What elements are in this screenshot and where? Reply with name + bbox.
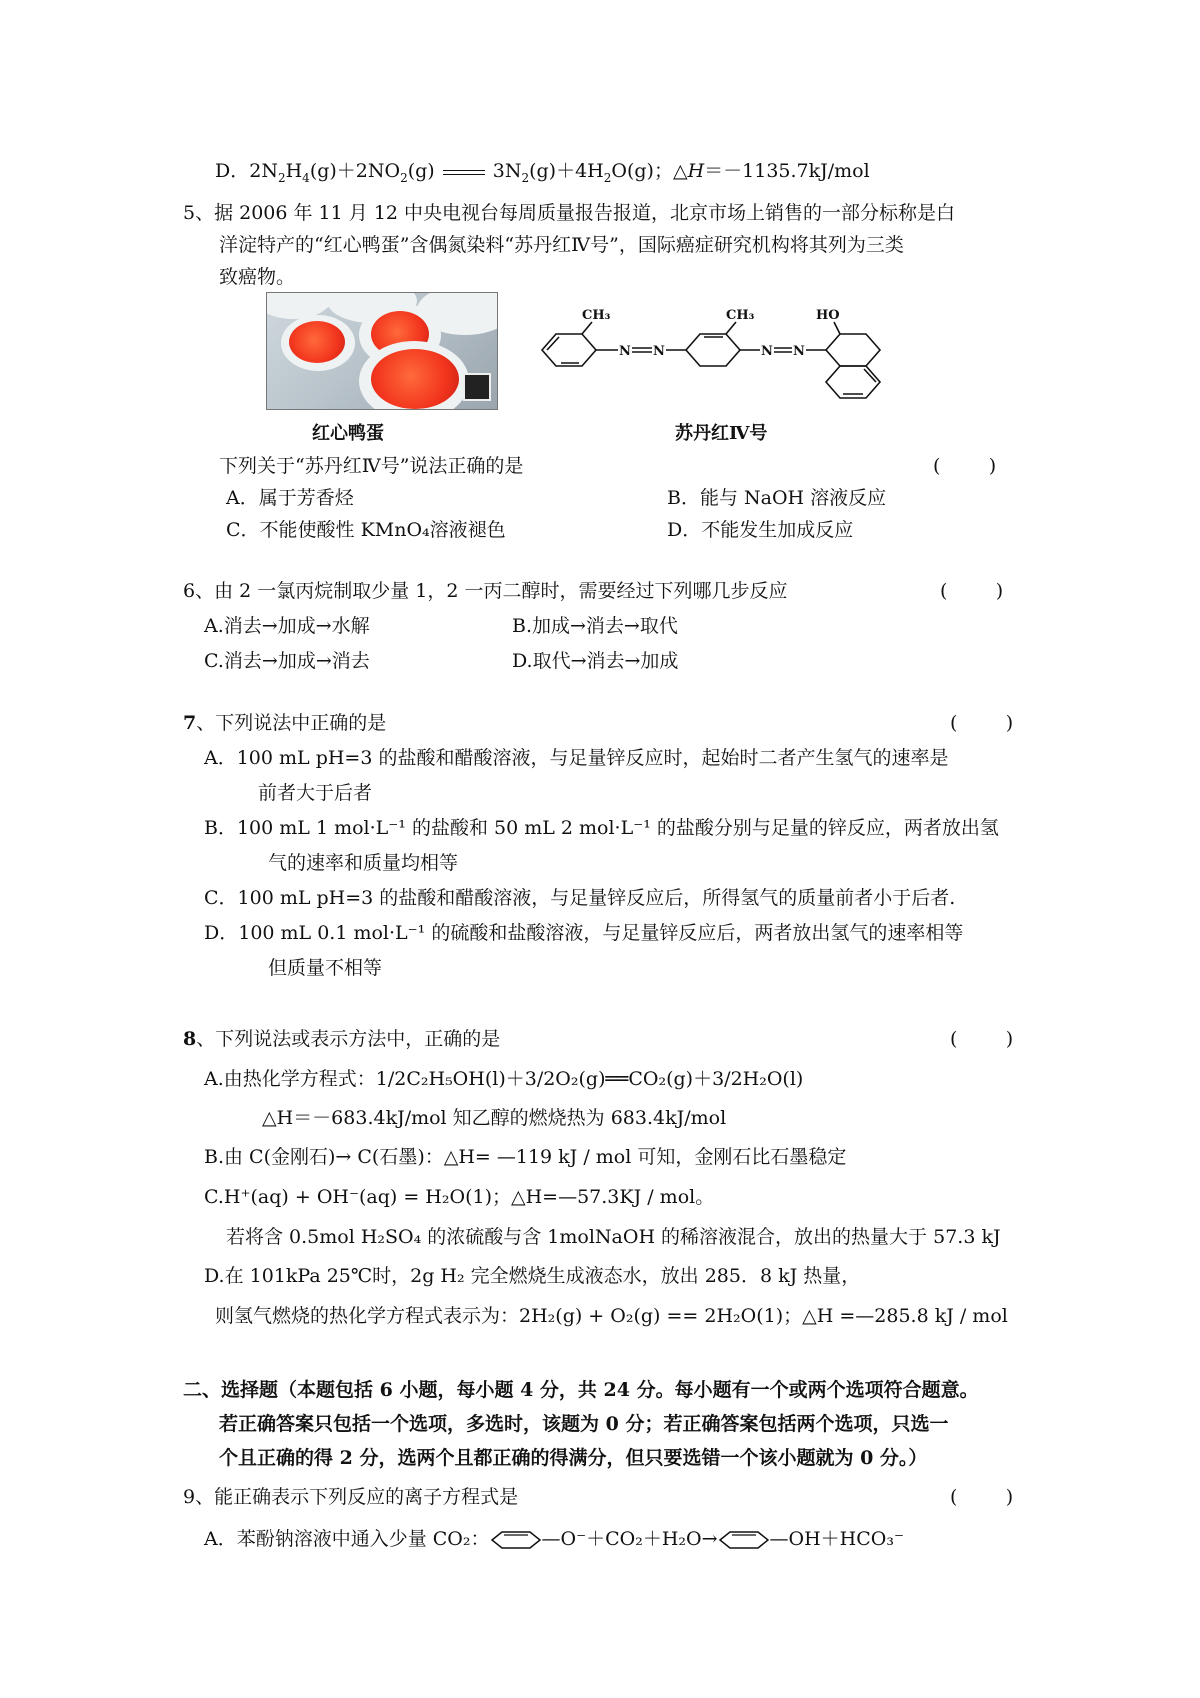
- q9-stem: 9、能正确表示下列反应的离子方程式是: [183, 1486, 519, 1508]
- q5-question: 下列关于“苏丹红Ⅳ号”说法正确的是: [219, 455, 524, 477]
- caption-sudan-iv: 苏丹红Ⅳ号: [675, 423, 768, 444]
- q7-option-c: C．100 mL pH=3 的盐酸和醋酸溶液，与足量锌反应后，所得氢气的质量前者小于后者.: [204, 887, 956, 909]
- q7-option-d-line1: D．100 mL 0.1 mol·L⁻¹ 的硫酸和盐酸溶液，与足量锌反应后，两者放出氢气的速率相等: [204, 922, 964, 944]
- q5-stem-line2: 洋淀特产的“红心鸭蛋”含偶氮染料“苏丹红Ⅳ号”，国际癌症研究机构将其列为三类: [219, 234, 904, 256]
- q9-answer-blank: ( ): [950, 1486, 1014, 1508]
- benzene-ring-icon: [718, 1530, 770, 1550]
- q7-option-d-line2: 但质量不相等: [268, 957, 383, 979]
- q6-option-d: D.取代→消去→加成: [512, 650, 679, 672]
- q7-option-a-line1: A．100 mL pH=3 的盐酸和醋酸溶液，与足量锌反应时，起始时二者产生氢气的速率是: [204, 747, 949, 769]
- q5-stem-line1: 5、据 2006 年 11 月 12 中央电视台每周质量报告报道，北京市场上销售的一部分标称是白: [183, 202, 956, 224]
- q5-option-b: B．能与 NaOH 溶液反应: [667, 487, 887, 509]
- struct-label-ho: HO: [816, 308, 840, 323]
- q8-option-c-line1: C.H⁺(aq) + OH⁻(aq) = H₂O(1)；△H=—57.3KJ / mol。: [204, 1186, 715, 1208]
- equals-double-bar: [443, 170, 485, 175]
- q6-option-c: C.消去→加成→消去: [204, 650, 370, 672]
- q8-stem-text: 、下列说法或表示方法中，正确的是: [196, 1028, 501, 1050]
- q7-option-b-line2: 气的速率和质量均相等: [268, 852, 459, 874]
- q5-option-d: D．不能发生加成反应: [667, 519, 854, 541]
- q8-option-c-line2: 若将含 0.5mol H₂SO₄ 的浓硫酸与含 1molNaOH 的稀溶液混合，放出的热量大于 57.3 kJ: [226, 1226, 1001, 1248]
- q6-stem: 6、由 2 一氯丙烷制取少量 1，2 一丙二醇时，需要经过下列哪几步反应: [183, 580, 788, 602]
- q4-option-d: D．$2N_2H_4(g)+2NO_2(g)$ $3N_2(g)+4H_2O(g)$；△H＝－1135.7kJ/mol: [215, 160, 870, 185]
- q8-option-a-line2: △H＝－683.4kJ/mol 知乙醇的燃烧热为 683.4kJ/mol: [262, 1107, 727, 1129]
- q7-option-b-line1: B．100 mL 1 mol·L⁻¹ 的盐酸和 50 mL 2 mol·L⁻¹ 的盐酸分别与足量的锌反应，两者放出氢: [204, 817, 999, 839]
- benzene-ring-icon: [490, 1530, 542, 1550]
- q9-option-a-middle: —O⁻＋CO₂＋H₂O→: [541, 1528, 718, 1550]
- struct-label-n4: N: [793, 344, 805, 359]
- q9-option-a-prefix: A．苯酚钠溶液中通入少量 CO₂：: [204, 1528, 490, 1550]
- struct-label-n1: N: [619, 344, 631, 359]
- q5-stem-line3: 致癌物。: [219, 266, 296, 288]
- section2-heading-line2: 若正确答案只包括一个选项，多选时，该题为 0 分；若正确答案包括两个选项，只选一: [219, 1413, 949, 1435]
- sudan-iv-structure: [538, 306, 938, 402]
- struct-label-ch3-b: CH₃: [726, 308, 755, 323]
- seal-stamp: [463, 373, 491, 401]
- q5-answer-blank: ( ): [933, 455, 997, 477]
- struct-label-n3: N: [761, 344, 773, 359]
- q8-option-d-line2: 则氢气燃烧的热化学方程式表示为：2H₂(g) + O₂(g) == 2H₂O(1)；△H =—285.8 kJ / mol: [215, 1305, 1008, 1327]
- q5-option-c: C．不能使酸性 KMnO₄溶液褪色: [226, 519, 506, 541]
- q8-option-b: B.由 C(金刚石)→ C(石墨)：△H= —119 kJ / mol 可知，金刚石比石墨稳定: [204, 1146, 847, 1168]
- q9-option-a-end: —OH＋HCO₃⁻: [769, 1528, 905, 1550]
- q8-stem: [183, 1026, 500, 1052]
- q7-option-a-line2: 前者大于后者: [258, 782, 373, 804]
- section2-heading-line3: 个且正确的得 2 分，选两个且都正确的得满分，但只要选错一个该小题就为 0 分。）: [219, 1447, 928, 1469]
- q6-option-b: B.加成→消去→取代: [512, 615, 678, 637]
- q7-number: 7: [183, 712, 197, 734]
- q5-option-a: A．属于芳香烃: [226, 487, 354, 509]
- q8-option-d-line1: D.在 101kPa 25℃时，2g H₂ 完全燃烧生成液态水，放出 285．8 kJ 热量，: [204, 1265, 861, 1287]
- q8-number: 8: [183, 1028, 197, 1050]
- q7-answer-blank: ( ): [950, 712, 1014, 734]
- q9-option-a: [204, 1526, 904, 1552]
- struct-label-n2: N: [653, 344, 665, 359]
- caption-red-yolk-egg: 红心鸭蛋: [312, 423, 384, 444]
- q6-option-a: A.消去→加成→水解: [204, 615, 370, 637]
- q8-answer-blank: ( ): [950, 1028, 1014, 1050]
- struct-label-ch3-a: CH₃: [582, 308, 611, 323]
- q7-stem: [183, 710, 386, 736]
- q7-stem-text: 、下列说法中正确的是: [196, 712, 387, 734]
- red-yolk-duck-egg-photo: [266, 292, 498, 410]
- q8-option-a-line1: A.由热化学方程式：1/2C₂H₅OH(l)＋3/2O₂(g)══CO₂(g)＋3/2H₂O(l): [204, 1068, 804, 1090]
- section2-heading-line1: 二、选择题（本题包括 6 小题，每小题 4 分，共 24 分。每小题有一个或两个选项符合题意。: [183, 1379, 979, 1401]
- q6-answer-blank: ( ): [940, 580, 1004, 602]
